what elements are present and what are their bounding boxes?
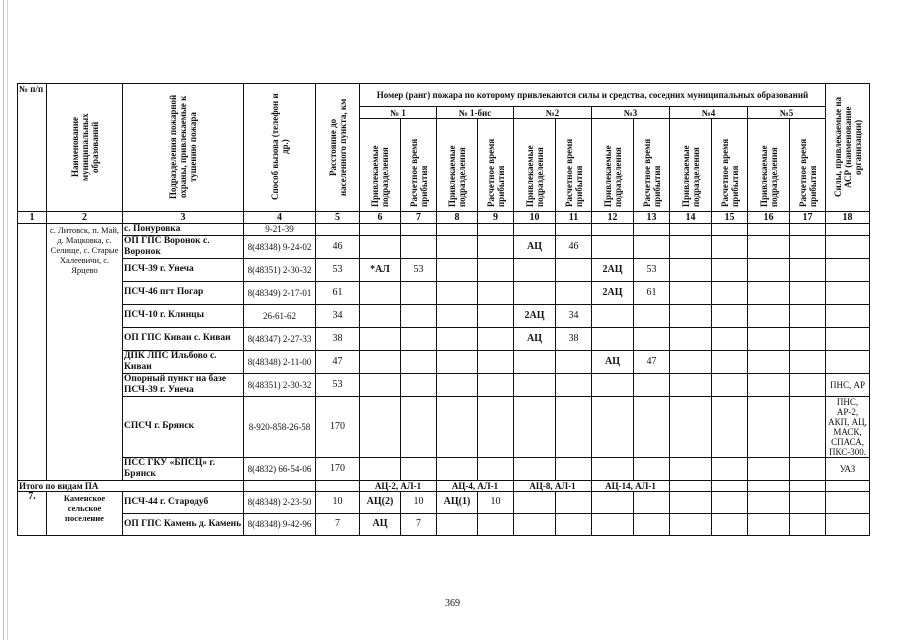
rank-units-cell xyxy=(748,513,790,535)
header-col-dist: Расстояние до населенного пункта, км xyxy=(316,84,360,212)
rank-time-cell xyxy=(556,350,592,373)
table-row xyxy=(18,457,870,480)
rank-units-cell xyxy=(437,235,478,258)
rank-units-cell xyxy=(592,304,634,327)
rank-units-cell xyxy=(748,350,790,373)
rank-time-cell xyxy=(478,304,514,327)
rank-time-cell xyxy=(634,235,670,258)
rank-time-cell xyxy=(790,327,826,350)
rank-units-cell xyxy=(670,258,712,281)
rank-units-cell xyxy=(592,235,634,258)
municipality-cell: с. Литовск, п. Май, д. Мацковка, с. Селище, с. Старые Халеевичи, с. Ярцево xyxy=(47,224,123,481)
rank-units-cell xyxy=(360,350,401,373)
totals-rank-1bis: АЦ-4, АЛ-1 xyxy=(437,480,514,491)
rank-time-cell xyxy=(401,327,437,350)
rank-units-cell xyxy=(437,224,478,236)
rank-units-cell xyxy=(592,491,634,513)
rank-units-cell xyxy=(670,304,712,327)
rank-time-cell xyxy=(556,396,592,457)
rank-units-cell xyxy=(360,281,401,304)
rank-units-cell: АЦ(1) xyxy=(437,491,478,513)
distance: 170 xyxy=(316,457,360,480)
unit-name: Опорный пункт на базе ПСЧ-39 г. Унеча xyxy=(123,373,244,396)
asr-cell xyxy=(826,304,870,327)
table-row xyxy=(18,513,870,535)
asr-cell xyxy=(826,491,870,513)
column-number: 12 xyxy=(592,212,634,224)
rank-time-cell xyxy=(556,281,592,304)
rank-units-cell xyxy=(514,224,556,236)
column-number: 18 xyxy=(826,212,870,224)
rank-time-cell xyxy=(712,513,748,535)
distance: 34 xyxy=(316,304,360,327)
header-sub-units: Привлекаемые подразделения xyxy=(670,119,712,212)
rank-units-cell xyxy=(437,281,478,304)
totals-rank-3: АЦ-14, АЛ-1 xyxy=(592,480,670,491)
column-number: 8 xyxy=(437,212,478,224)
rank-units-cell xyxy=(670,513,712,535)
rank-units-cell xyxy=(514,396,556,457)
rank-time-cell xyxy=(712,327,748,350)
fire-forces-table xyxy=(17,83,870,536)
header-col-asr: Силы, привлекаемые на АСР (наименование организации) xyxy=(826,84,870,212)
rank-time-cell: 53 xyxy=(634,258,670,281)
rank-time-cell xyxy=(790,491,826,513)
rank-time-cell xyxy=(712,373,748,396)
rank-units-cell xyxy=(670,224,712,236)
rank-units-cell xyxy=(437,373,478,396)
column-number: 14 xyxy=(670,212,712,224)
page-edge-line xyxy=(3,0,4,640)
rank-time-cell xyxy=(790,457,826,480)
rank-units-cell xyxy=(748,396,790,457)
rank-time-cell xyxy=(478,327,514,350)
totals-rank-2: АЦ-8, АЛ-1 xyxy=(514,480,592,491)
rank-time-cell xyxy=(556,457,592,480)
table-row xyxy=(18,258,870,281)
call-method: 9-21-39 xyxy=(244,224,316,236)
column-number: 7 xyxy=(401,212,437,224)
rank-units-cell xyxy=(514,373,556,396)
column-number: 3 xyxy=(123,212,244,224)
rank-time-cell xyxy=(478,224,514,236)
column-number: 1 xyxy=(18,212,47,224)
header-sub-time: Расчетное время прибытия xyxy=(401,119,437,212)
rank-units-cell xyxy=(514,258,556,281)
asr-cell: ПНС, АР-2, АКП, АЦ, МАСК, СПАСА, ПКС-300. xyxy=(826,396,870,457)
rank-units-cell xyxy=(670,491,712,513)
distance: 38 xyxy=(316,327,360,350)
rank-time-cell xyxy=(478,235,514,258)
header-sub-time: Расчетное время прибытия xyxy=(556,119,592,212)
distance: 170 xyxy=(316,396,360,457)
empty-cell xyxy=(826,480,870,491)
call-method: 8(48348) 2-11-00 xyxy=(244,350,316,373)
rank-time-cell xyxy=(556,258,592,281)
rank-units-cell xyxy=(670,327,712,350)
table-row xyxy=(18,235,870,258)
table-row xyxy=(18,327,870,350)
rank-units-cell: *АЛ xyxy=(360,258,401,281)
column-number: 5 xyxy=(316,212,360,224)
rank-time-cell xyxy=(712,281,748,304)
header-sub-units: Привлекаемые подразделения xyxy=(514,119,556,212)
column-number: 11 xyxy=(556,212,592,224)
rank-time-cell xyxy=(790,396,826,457)
rank-units-cell xyxy=(360,373,401,396)
distance: 61 xyxy=(316,281,360,304)
rank-units-cell xyxy=(592,396,634,457)
rank-time-cell xyxy=(478,350,514,373)
header-sub-units: Привлекаемые подразделения xyxy=(592,119,634,212)
row-no-cell: 7. xyxy=(18,491,47,535)
municipality-cell: Каменское сельское поселение xyxy=(47,491,123,535)
distance xyxy=(316,224,360,236)
rank-time-cell: 34 xyxy=(556,304,592,327)
header-rank-3: №3 xyxy=(592,107,670,119)
rank-units-cell xyxy=(360,396,401,457)
column-number: 15 xyxy=(712,212,748,224)
unit-name: ПСЧ-46 пгт Погар xyxy=(123,281,244,304)
empty-cell xyxy=(244,480,316,491)
rank-time-cell: 10 xyxy=(401,491,437,513)
call-method: 8(4832) 66-54-06 xyxy=(244,457,316,480)
rank-time-cell xyxy=(634,327,670,350)
unit-name: ОП ГПС Киваи с. Киваи xyxy=(123,327,244,350)
rank-time-cell xyxy=(634,491,670,513)
header-sub-time: Расчетное время прибытия xyxy=(790,119,826,212)
asr-cell xyxy=(826,258,870,281)
asr-cell xyxy=(826,327,870,350)
call-method: 8(48347) 2-27-33 xyxy=(244,327,316,350)
rank-time-cell xyxy=(556,491,592,513)
rank-time-cell xyxy=(634,224,670,236)
header-sub-time: Расчетное время прибытия xyxy=(478,119,514,212)
rank-units-cell xyxy=(514,281,556,304)
call-method: 8-920-858-26-58 xyxy=(244,396,316,457)
row-no-cell xyxy=(18,224,47,481)
rank-units-cell xyxy=(437,304,478,327)
distance: 10 xyxy=(316,491,360,513)
rank-units-cell xyxy=(437,457,478,480)
unit-name: СПСЧ г. Брянск xyxy=(123,396,244,457)
rank-units-cell xyxy=(748,281,790,304)
header-rank-1bis: № 1-бис xyxy=(437,107,514,119)
rank-units-cell xyxy=(360,457,401,480)
header-sub-units: Привлекаемые подразделения xyxy=(748,119,790,212)
rank-time-cell xyxy=(401,281,437,304)
rank-time-cell xyxy=(478,373,514,396)
rank-units-cell xyxy=(360,304,401,327)
rank-time-cell xyxy=(790,281,826,304)
header-col-units: Подразделения пожарной охраны, привлекаемые к тушению пожара xyxy=(123,84,244,212)
call-method: 26-61-62 xyxy=(244,304,316,327)
rank-time-cell xyxy=(712,258,748,281)
unit-name: ПСЧ-10 г. Клинцы xyxy=(123,304,244,327)
empty-cell xyxy=(670,480,712,491)
rank-time-cell xyxy=(401,457,437,480)
rank-time-cell xyxy=(790,513,826,535)
rank-units-cell xyxy=(670,235,712,258)
header-sub-units: Привлекаемые подразделения xyxy=(437,119,478,212)
rank-time-cell: 46 xyxy=(556,235,592,258)
column-number: 2 xyxy=(47,212,123,224)
column-number: 9 xyxy=(478,212,514,224)
table-row xyxy=(18,281,870,304)
rank-time-cell xyxy=(556,373,592,396)
rank-units-cell: АЦ xyxy=(514,327,556,350)
distance: 7 xyxy=(316,513,360,535)
rank-time-cell xyxy=(401,350,437,373)
rank-time-cell xyxy=(790,350,826,373)
rank-units-cell xyxy=(437,513,478,535)
rank-units-cell: АЦ(2) xyxy=(360,491,401,513)
call-method: 8(48348) 9-24-02 xyxy=(244,235,316,258)
rank-time-cell xyxy=(790,373,826,396)
call-method: 8(48351) 2-30-32 xyxy=(244,373,316,396)
rank-units-cell xyxy=(592,327,634,350)
empty-cell xyxy=(790,480,826,491)
rank-time-cell: 10 xyxy=(478,491,514,513)
rank-time-cell xyxy=(712,350,748,373)
header-sub-units: Привлекаемые подразделения xyxy=(360,119,401,212)
call-method: 8(48348) 9-42-96 xyxy=(244,513,316,535)
unit-name: ПСС ГКУ «БПСЦ» г. Брянск xyxy=(123,457,244,480)
rank-time-cell xyxy=(478,281,514,304)
rank-units-cell xyxy=(514,457,556,480)
rank-units-cell xyxy=(514,350,556,373)
unit-name: ОП ГПС Камень д. Камень xyxy=(123,513,244,535)
rank-units-cell xyxy=(514,513,556,535)
totals-row xyxy=(18,480,870,491)
asr-cell: УАЗ xyxy=(826,457,870,480)
rank-units-cell xyxy=(437,396,478,457)
rank-time-cell xyxy=(790,258,826,281)
rank-units-cell xyxy=(437,350,478,373)
table-row xyxy=(18,224,870,236)
rank-units-cell xyxy=(360,235,401,258)
rank-units-cell xyxy=(670,350,712,373)
rank-units-cell: АЦ xyxy=(592,350,634,373)
page-edge-line xyxy=(7,0,8,640)
rank-time-cell xyxy=(478,513,514,535)
rank-time-cell xyxy=(634,373,670,396)
empty-cell xyxy=(748,480,790,491)
rank-units-cell xyxy=(514,491,556,513)
rank-time-cell xyxy=(478,396,514,457)
distance: 47 xyxy=(316,350,360,373)
unit-name: ОП ГПС Воронок с. Воронок xyxy=(123,235,244,258)
rank-units-cell: 2АЦ xyxy=(592,258,634,281)
rank-units-cell xyxy=(360,224,401,236)
empty-cell xyxy=(316,480,360,491)
table-row xyxy=(18,350,870,373)
header-col-call: Способ вызова (телефон и др.) xyxy=(244,84,316,212)
rank-units-cell: АЦ xyxy=(360,513,401,535)
empty-cell xyxy=(712,480,748,491)
header-rank-4: №4 xyxy=(670,107,748,119)
rank-time-cell xyxy=(401,396,437,457)
rank-time-cell: 38 xyxy=(556,327,592,350)
unit-name: ДПК ЛПС Ильбово с. Киваи xyxy=(123,350,244,373)
column-number: 13 xyxy=(634,212,670,224)
asr-cell xyxy=(826,350,870,373)
rank-time-cell xyxy=(401,235,437,258)
totals-label: Итого по видам ПА xyxy=(18,480,244,491)
rank-time-cell xyxy=(556,513,592,535)
unit-name: ПСЧ-44 г. Стародуб xyxy=(123,491,244,513)
rank-time-cell xyxy=(478,457,514,480)
rank-time-cell xyxy=(556,224,592,236)
table-row xyxy=(18,373,870,396)
rank-time-cell xyxy=(634,513,670,535)
rank-time-cell xyxy=(712,304,748,327)
call-method: 8(48348) 2-23-50 xyxy=(244,491,316,513)
column-number: 10 xyxy=(514,212,556,224)
rank-time-cell xyxy=(634,396,670,457)
header-rank-5: №5 xyxy=(748,107,826,119)
rank-time-cell xyxy=(712,235,748,258)
unit-name: с. Понуровка xyxy=(123,224,244,236)
rank-units-cell xyxy=(748,224,790,236)
column-number: 17 xyxy=(790,212,826,224)
rank-time-cell xyxy=(401,304,437,327)
rank-units-cell: 2АЦ xyxy=(592,281,634,304)
distance: 46 xyxy=(316,235,360,258)
header-rank-1: № 1 xyxy=(360,107,437,119)
rank-units-cell xyxy=(748,304,790,327)
rank-time-cell: 7 xyxy=(401,513,437,535)
rank-time-cell xyxy=(401,373,437,396)
rank-time-cell: 61 xyxy=(634,281,670,304)
rank-time-cell xyxy=(790,304,826,327)
rank-time-cell xyxy=(478,258,514,281)
rank-time-cell: 53 xyxy=(401,258,437,281)
rank-units-cell xyxy=(592,373,634,396)
rank-units-cell xyxy=(437,327,478,350)
rank-time-cell xyxy=(712,491,748,513)
rank-units-cell xyxy=(670,457,712,480)
rank-units-cell xyxy=(748,457,790,480)
unit-name: ПСЧ-39 г. Унеча xyxy=(123,258,244,281)
column-number: 4 xyxy=(244,212,316,224)
table-row xyxy=(18,491,870,513)
rank-time-cell xyxy=(634,457,670,480)
asr-cell xyxy=(826,235,870,258)
rank-time-cell xyxy=(401,224,437,236)
rank-units-cell xyxy=(748,327,790,350)
rank-units-cell xyxy=(592,457,634,480)
rank-units-cell xyxy=(748,258,790,281)
distance: 53 xyxy=(316,258,360,281)
asr-cell: ПНС, АР xyxy=(826,373,870,396)
table-row xyxy=(18,304,870,327)
rank-time-cell xyxy=(712,224,748,236)
distance: 53 xyxy=(316,373,360,396)
header-rank-group: Номер (ранг) пожара по которому привлекаются силы и средства, соседних муниципальных образований xyxy=(360,84,826,107)
rank-time-cell xyxy=(712,457,748,480)
page-number: 369 xyxy=(445,598,460,609)
header-col-no: № п/п xyxy=(18,84,47,212)
column-number: 6 xyxy=(360,212,401,224)
rank-units-cell xyxy=(748,491,790,513)
call-method: 8(48349) 2-17-01 xyxy=(244,281,316,304)
rank-units-cell: 2АЦ xyxy=(514,304,556,327)
header-sub-time: Расчетное время прибытия xyxy=(634,119,670,212)
header-sub-time: Расчетное время прибытия xyxy=(712,119,748,212)
rank-units-cell xyxy=(437,258,478,281)
rank-time-cell: 47 xyxy=(634,350,670,373)
rank-units-cell xyxy=(670,281,712,304)
asr-cell xyxy=(826,281,870,304)
header-rank-2: №2 xyxy=(514,107,592,119)
rank-units-cell xyxy=(670,396,712,457)
rank-time-cell xyxy=(790,235,826,258)
rank-units-cell xyxy=(360,327,401,350)
rank-units-cell xyxy=(592,513,634,535)
asr-cell xyxy=(826,224,870,236)
rank-time-cell xyxy=(790,224,826,236)
rank-units-cell: АЦ xyxy=(514,235,556,258)
header-col-muni: Наименование муниципальных образований xyxy=(47,84,123,212)
table-row xyxy=(18,396,870,457)
rank-units-cell xyxy=(748,235,790,258)
column-number: 16 xyxy=(748,212,790,224)
asr-cell xyxy=(826,513,870,535)
totals-rank-1: АЦ-2, АЛ-1 xyxy=(360,480,437,491)
rank-units-cell xyxy=(670,373,712,396)
call-method: 8(48351) 2-30-32 xyxy=(244,258,316,281)
rank-units-cell xyxy=(748,373,790,396)
rank-time-cell xyxy=(634,304,670,327)
rank-time-cell xyxy=(712,396,748,457)
rank-units-cell xyxy=(592,224,634,236)
